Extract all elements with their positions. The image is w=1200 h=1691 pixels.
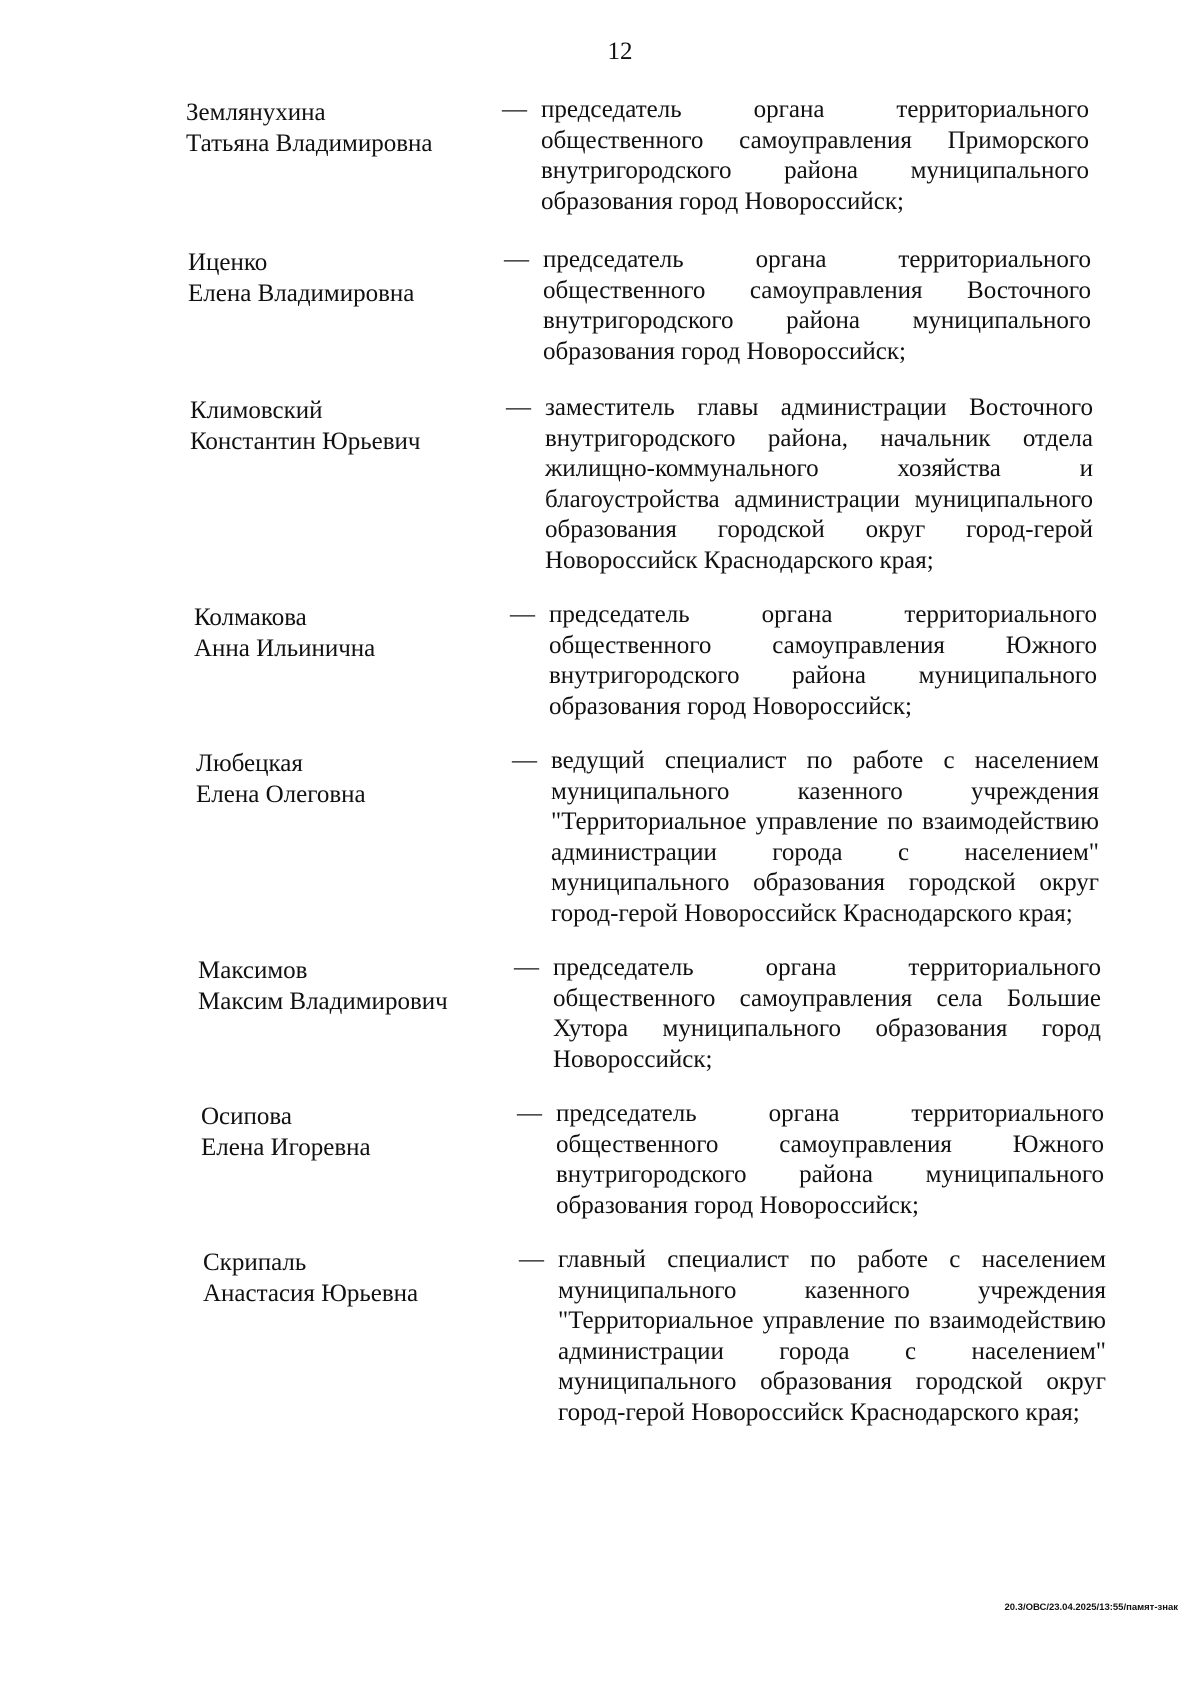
document-footer-code: 20.3/ОВС/23.04.2025/13:55/памят-знак xyxy=(1004,1602,1178,1613)
member-given-name: Константин Юрьевич xyxy=(190,427,421,455)
member-surname: Осипова xyxy=(201,1103,292,1130)
member-given-name: Елена Игоревна xyxy=(201,1133,371,1161)
member-description: председатель органа территориального общественного самоуправления Приморского внутригородского района муниципального образования город Новороссийск; xyxy=(541,96,1089,215)
dash-separator: — xyxy=(502,96,527,123)
dash-separator: — xyxy=(519,1246,544,1273)
dash-separator: — xyxy=(504,246,529,273)
member-name xyxy=(203,1248,503,1309)
member-name xyxy=(188,248,488,309)
member-name xyxy=(196,749,496,810)
member-given-name: Елена Олеговна xyxy=(196,780,366,808)
member-description: главный специалист по работе с населением муниципального казенного учреждения "Территориальное управление по взаимодействию администрации города с населением" муниципального образования городской округ город-герой Новороссийск Краснодарского края; xyxy=(558,1246,1106,1426)
member-name xyxy=(201,1102,501,1163)
member-surname: Скрипаль xyxy=(203,1249,307,1276)
member-surname: Землянухина xyxy=(186,99,326,126)
member-surname: Иценко xyxy=(188,249,268,276)
member-name xyxy=(186,98,486,159)
member-given-name: Анастасия Юрьевна xyxy=(203,1279,419,1307)
member-description: председатель органа территориального общественного самоуправления Южного внутригородского района муниципального образования город Новороссийск; xyxy=(549,601,1097,720)
member-name xyxy=(198,956,498,1017)
member-surname: Колмакова xyxy=(194,604,307,631)
member-surname: Любецкая xyxy=(196,750,303,777)
dash-separator: — xyxy=(506,394,531,421)
member-given-name: Анна Ильинична xyxy=(194,634,376,662)
member-surname: Климовский xyxy=(190,397,323,424)
member-given-name: Татьяна Владимировна xyxy=(186,129,433,157)
member-description: председатель органа территориального общественного самоуправления села Большие Хутора муниципального образования город Новороссийск; xyxy=(553,954,1101,1073)
dash-separator: — xyxy=(512,747,537,774)
member-description: ведущий специалист по работе с населением муниципального казенного учреждения "Территориальное управление по взаимодействию администрации города с населением" муниципального образования городской округ город-герой Новороссийск Краснодарского края; xyxy=(551,747,1099,927)
dash-separator: — xyxy=(517,1100,542,1127)
member-name xyxy=(194,603,494,664)
dash-separator: — xyxy=(514,954,539,981)
page-number: 12 xyxy=(607,38,633,65)
member-description: председатель органа территориального общественного самоуправления Южного внутригородского района муниципального образования город Новороссийск; xyxy=(556,1100,1104,1219)
member-name xyxy=(190,396,490,457)
member-given-name: Максим Владимирович xyxy=(198,987,448,1015)
dash-separator: — xyxy=(510,601,535,628)
member-description: заместитель главы администрации Восточного внутригородского района, начальник отдела жилищно-коммунального хозяйства и благоустройства администрации муниципального образования городской округ город-герой Новороссийск Краснодарского края; xyxy=(545,394,1093,574)
member-surname: Максимов xyxy=(198,957,308,984)
member-description: председатель органа территориального общественного самоуправления Восточного внутригородского района муниципального образования город Новороссийск; xyxy=(543,246,1091,365)
member-given-name: Елена Владимировна xyxy=(188,279,415,307)
